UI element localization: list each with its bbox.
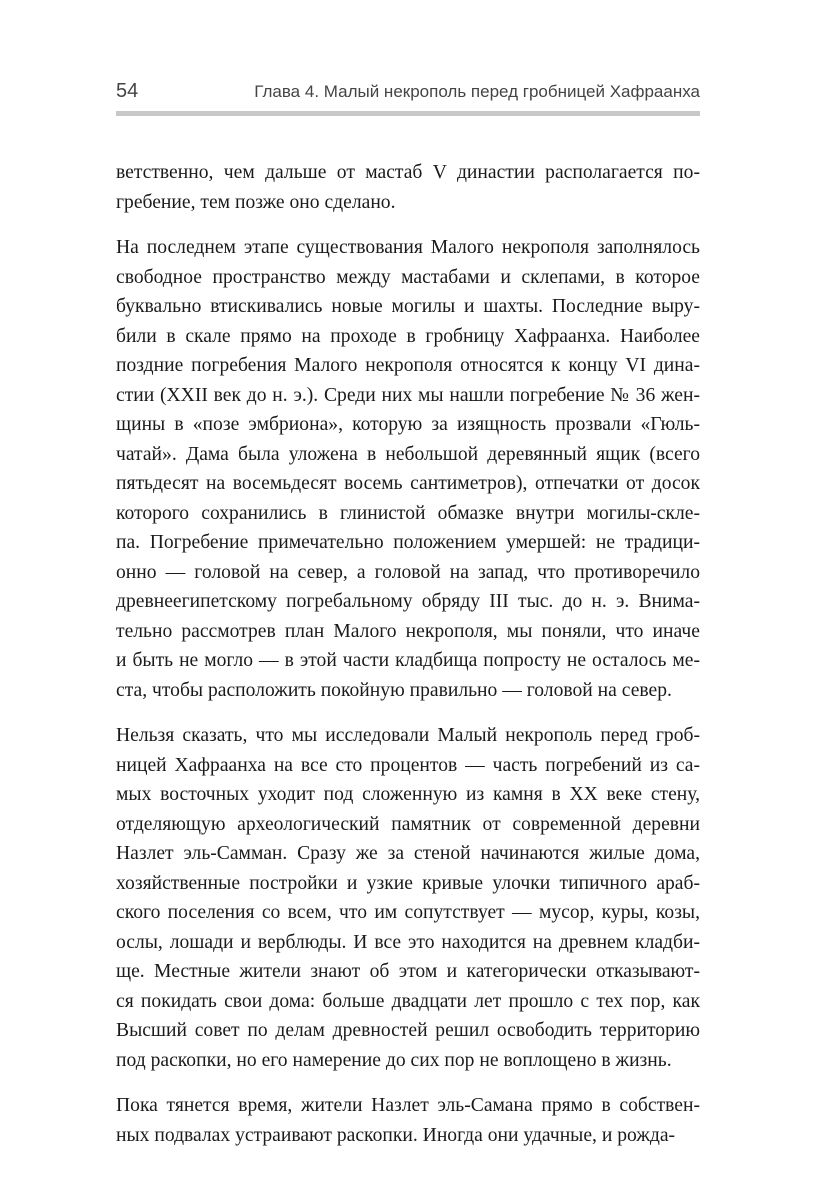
page-number: 54 <box>116 80 139 102</box>
text-line: гребение, тем позже оно сделано. <box>116 191 396 213</box>
header-rule <box>116 111 700 116</box>
text-line: под раскопки, но его намерение до сих пор не воплощено в жизнь. <box>116 1049 672 1071</box>
text-line: ся покидать свои дома: больше двадцати лет прошло с тех пор, как <box>116 990 700 1012</box>
running-head: Глава 4. Малый некрополь перед гробницей Хафраанха <box>254 82 700 101</box>
text-line: стии (XXII век до н. э.). Среди них мы нашли погребение № 36 жен- <box>116 384 700 406</box>
paragraph <box>116 721 700 1075</box>
text-line: чатай». Дама была уложена в небольшой деревянный ящик (всего <box>116 443 700 465</box>
text-line: ще. Местные жители знают об этом и категорически отказывают- <box>116 961 700 982</box>
text-line: ветственно, чем дальше от мастаб V династии располагается по- <box>116 162 700 183</box>
paragraph-gap <box>116 217 700 233</box>
text-line: буквально втискивались новые могилы и шахты. Последние выру- <box>116 296 700 317</box>
text-line: Высший совет по делам древностей решил освободить территорию <box>116 1020 700 1041</box>
text-line: хозяйственные постройки и узкие кривые улочки типичного араб- <box>116 872 700 894</box>
text-line: мых восточных уходит под сложенную из камня в XX веке стену, <box>116 784 700 805</box>
text-line: древнеегипетскому погребальному обряду III тыс. до н. э. Внима- <box>116 591 700 612</box>
text-line: ста, чтобы расположить покойную правильно — головой на север. <box>116 679 672 701</box>
text-line: па. Погребение примечательно положением умершей: не традици- <box>116 532 700 553</box>
text-line: отделяющую археологический памятник от современной деревни <box>116 813 700 835</box>
text-line: щины в «позе эмбриона», которую за изящность прозвали «Гюль- <box>116 414 700 435</box>
page-header <box>116 80 700 110</box>
text-line: ных подвалах устраивают раскопки. Иногда они удачные, и рожда- <box>116 1124 676 1146</box>
paragraph <box>116 1091 700 1150</box>
text-line: и быть не могло — в этой части кладбища попросту не осталось ме- <box>116 650 700 671</box>
text-line: свободное пространство между мастабами и склепами, в которое <box>116 266 700 288</box>
text-line: Нельзя сказать, что мы исследовали Малый некрополь перед гроб- <box>116 725 700 746</box>
text-line: Пока тянется время, жители Назлет эль-Самана прямо в собствен- <box>116 1095 700 1116</box>
text-line: ослы, лошади и верблюды. И все это находится на древнем кладби- <box>116 931 700 953</box>
paragraph <box>116 233 700 705</box>
text-line: ского поселения со всем, что им сопутствует — мусор, куры, козы, <box>116 902 700 923</box>
paragraph-gap <box>116 1075 700 1091</box>
text-line: били в скале прямо на проходе в гробницу Хафраанха. Наиболее <box>116 325 700 347</box>
text-line: тельно рассмотрев план Малого некрополя, мы поняли, что иначе <box>116 620 700 642</box>
text-line: Назлет эль-Самман. Сразу же за стеной начинаются жилые дома, <box>116 843 700 864</box>
paragraph <box>116 158 700 217</box>
text-line: поздние погребения Малого некрополя относятся к концу VI дина- <box>116 355 700 376</box>
text-line: На последнем этапе существования Малого некрополя заполнялось <box>116 237 700 258</box>
body-text <box>116 158 700 1150</box>
text-line: ницей Хафраанха на все сто процентов — часть погребений из са- <box>116 754 700 776</box>
text-line: онно — головой на север, а головой на запад, что противоречило <box>116 561 700 583</box>
text-line: которого сохранились в глинистой обмазке внутри могилы-скле- <box>116 502 700 524</box>
text-line: пятьдесят на восемьдесят восемь сантиметров), отпечатки от досок <box>116 473 700 494</box>
paragraph-gap <box>116 705 700 721</box>
